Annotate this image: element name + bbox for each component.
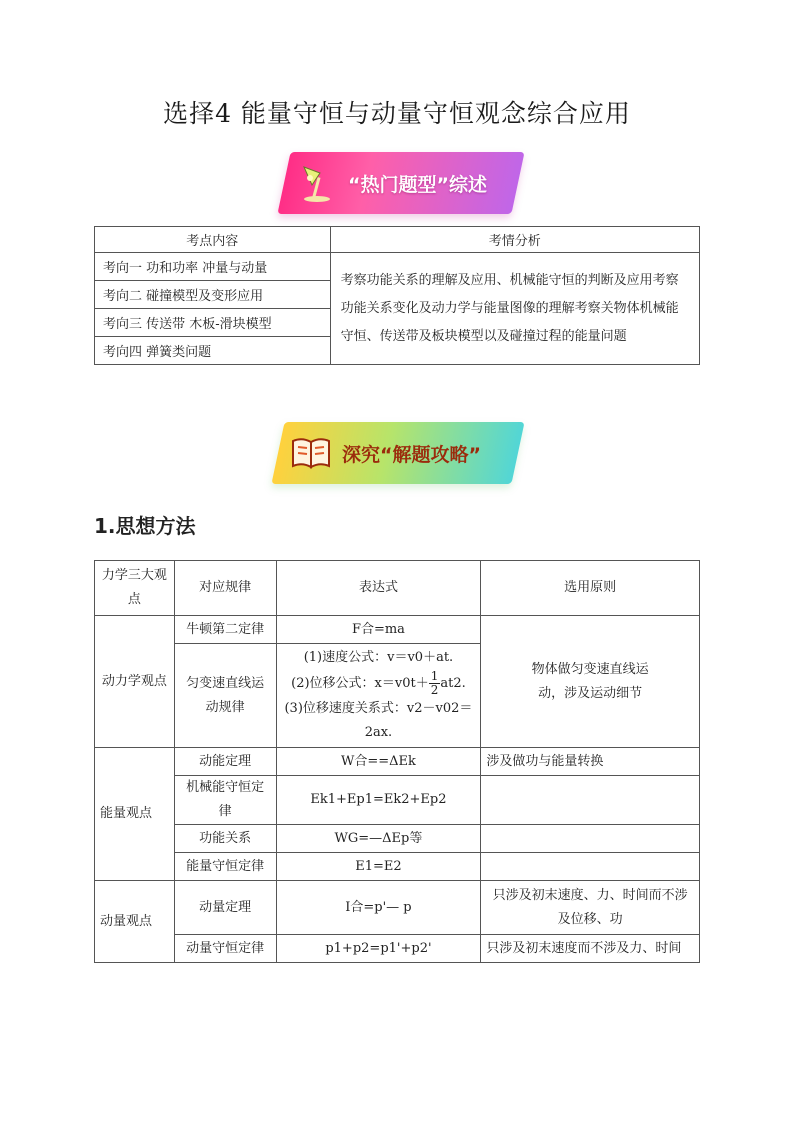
banner-text: 深究“解题攻略” <box>342 443 481 466</box>
expr-energy: E1=E2 <box>276 853 481 881</box>
expr-momentum: I合=p'— p <box>276 881 481 935</box>
topic-item: 考向一 功和功率 冲量与动量 <box>95 253 331 281</box>
solution-strategy-banner <box>278 422 518 484</box>
topic-item: 考向三 传送带 木板-滑块模型 <box>95 309 331 337</box>
law-energy: 能量守恒定律 <box>174 853 276 881</box>
topic-item: 考向二 碰撞模型及变形应用 <box>95 281 331 309</box>
header-principle: 选用原则 <box>481 561 700 616</box>
header-view: 力学三大观点 <box>95 561 175 616</box>
view-dynamics: 动力学观点 <box>95 616 175 748</box>
header-law: 对应规律 <box>174 561 276 616</box>
expr-energy: W合==ΔEk <box>276 748 481 776</box>
expr-momentum: p1+p2=p1'+p2' <box>276 935 481 963</box>
expr-newton-second: F合=ma <box>276 616 481 644</box>
principle-energy <box>481 853 700 881</box>
law-momentum: 动量定理 <box>174 881 276 935</box>
header-topic: 考点内容 <box>95 227 331 253</box>
displacement-formula <box>281 670 477 697</box>
view-energy: 能量观点 <box>95 748 175 881</box>
overview-table <box>94 226 700 365</box>
page-title: 选择4 能量守恒与动量守恒观念综合应用 <box>163 99 631 128</box>
open-book-icon <box>290 433 332 473</box>
expr-energy: WG=—ΔEp等 <box>276 825 481 853</box>
displacement-formula-pre: (2)位移公式：x＝v0t＋ <box>291 676 429 691</box>
fraction <box>429 670 441 697</box>
principle-energy <box>481 776 700 825</box>
banner-text: “热门题型”综述 <box>348 173 487 196</box>
section-heading: 1.思想方法 <box>94 514 196 538</box>
law-uniform-accel: 匀变速直线运动规律 <box>174 644 276 748</box>
methods-table <box>94 560 700 963</box>
law-momentum: 动量守恒定律 <box>174 935 276 963</box>
principle-energy: 涉及做功与能量转换 <box>481 748 700 776</box>
principle-energy <box>481 825 700 853</box>
law-energy: 机械能守恒定律 <box>174 776 276 825</box>
fraction-numerator: 1 <box>430 669 439 683</box>
analysis-text: 考察功能关系的理解及应用、机械能守恒的判断及应用考察功能关系变化及动力学与能量图像的理解考察关物体机械能守恒、传送带及板块模型以及碰撞过程的能量问题 <box>330 253 699 365</box>
velocity-displacement-formula: (3)位移速度关系式：v2－v02＝2ax. <box>284 701 473 740</box>
principle-dynamics: 物体做匀变速直线运动，涉及运动细节 <box>481 616 700 748</box>
expr-energy: Ek1+Ep1=Ek2+Ep2 <box>276 776 481 825</box>
header-expression: 表达式 <box>276 561 481 616</box>
header-analysis: 考情分析 <box>330 227 699 253</box>
principle-momentum: 只涉及初末速度而不涉及力、时间 <box>481 935 700 963</box>
law-newton-second: 牛顿第二定律 <box>174 616 276 644</box>
fraction-denominator: 2 <box>430 683 439 697</box>
law-energy: 动能定理 <box>174 748 276 776</box>
law-energy: 功能关系 <box>174 825 276 853</box>
topic-item: 考向四 弹簧类问题 <box>95 337 331 365</box>
desk-lamp-icon <box>296 163 338 203</box>
view-momentum: 动量观点 <box>95 881 175 963</box>
hot-topics-banner <box>284 152 518 214</box>
displacement-formula-post: at2. <box>440 676 466 691</box>
velocity-formula: (1)速度公式：v＝v0＋at. <box>303 650 454 665</box>
principle-momentum: 只涉及初末速度、力、时间而不涉及位移、功 <box>481 881 700 935</box>
expr-kinematics <box>276 644 481 748</box>
